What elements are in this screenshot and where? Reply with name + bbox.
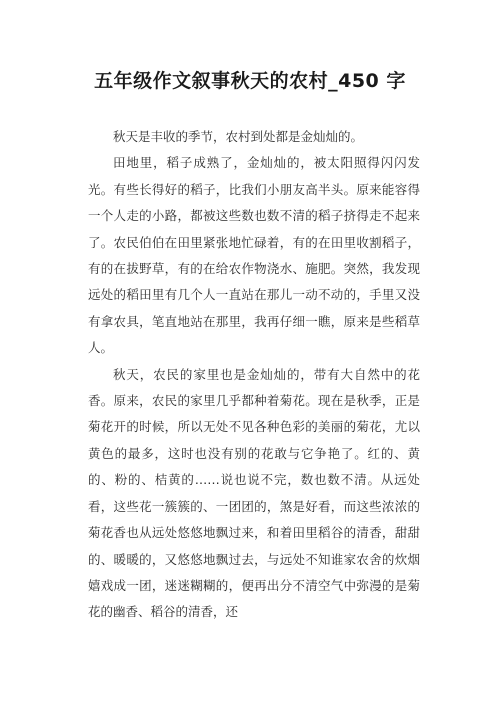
document-title: 五年级作文叙事秋天的农村_450 字 — [94, 70, 406, 92]
paragraph: 秋天，农民的家里也是金灿灿的，带有大自然中的花香。原来，农民的家里几乎都种着菊花。现在是秋季，正是菊花开的时候，所以无处不见各种色彩的美丽的菊花，尤以黄色的最多，这时也没有别的花敢与它争艳了。红的、黄的、粉的、桔黄的……说也说不完，数也数不清。从远处看，这些花一簇簇的、一团团的，煞是好看，而这些浓浓的菊花香也从远处悠悠地飘过来，和着田里稻谷的清香，甜甜的、暖暖的，又悠悠地飘过去，与远处不知谁家农舍的炊烟嬉戏成一团，迷迷糊糊的，便再出分不清空气中弥漫的是菊花的幽香、稻谷的清香，还 — [88, 366, 420, 620]
document-body — [88, 124, 420, 626]
paragraph: 秋天是丰收的季节，农村到处都是金灿灿的。 — [113, 129, 364, 144]
paragraph: 田地里，稻子成熟了，金灿灿的，被太阳照得闪闪发光。有些长得好的稻子，比我们小朋友高半头。原来能容得一个人走的小路，都被这些数也数不清的稻子挤得走不起来了。农民伯伯在田里紧张地忙碌着，有的在田里收割稻子，有的在拔野草，有的在给农作物浇水、施肥。突然，我发现远处的稻田里有几个人一直站在那儿一动不动的，手里又没有拿农具，笔直地站在那里，我再仔细一瞧，原来是些稻草人。 — [88, 155, 420, 356]
